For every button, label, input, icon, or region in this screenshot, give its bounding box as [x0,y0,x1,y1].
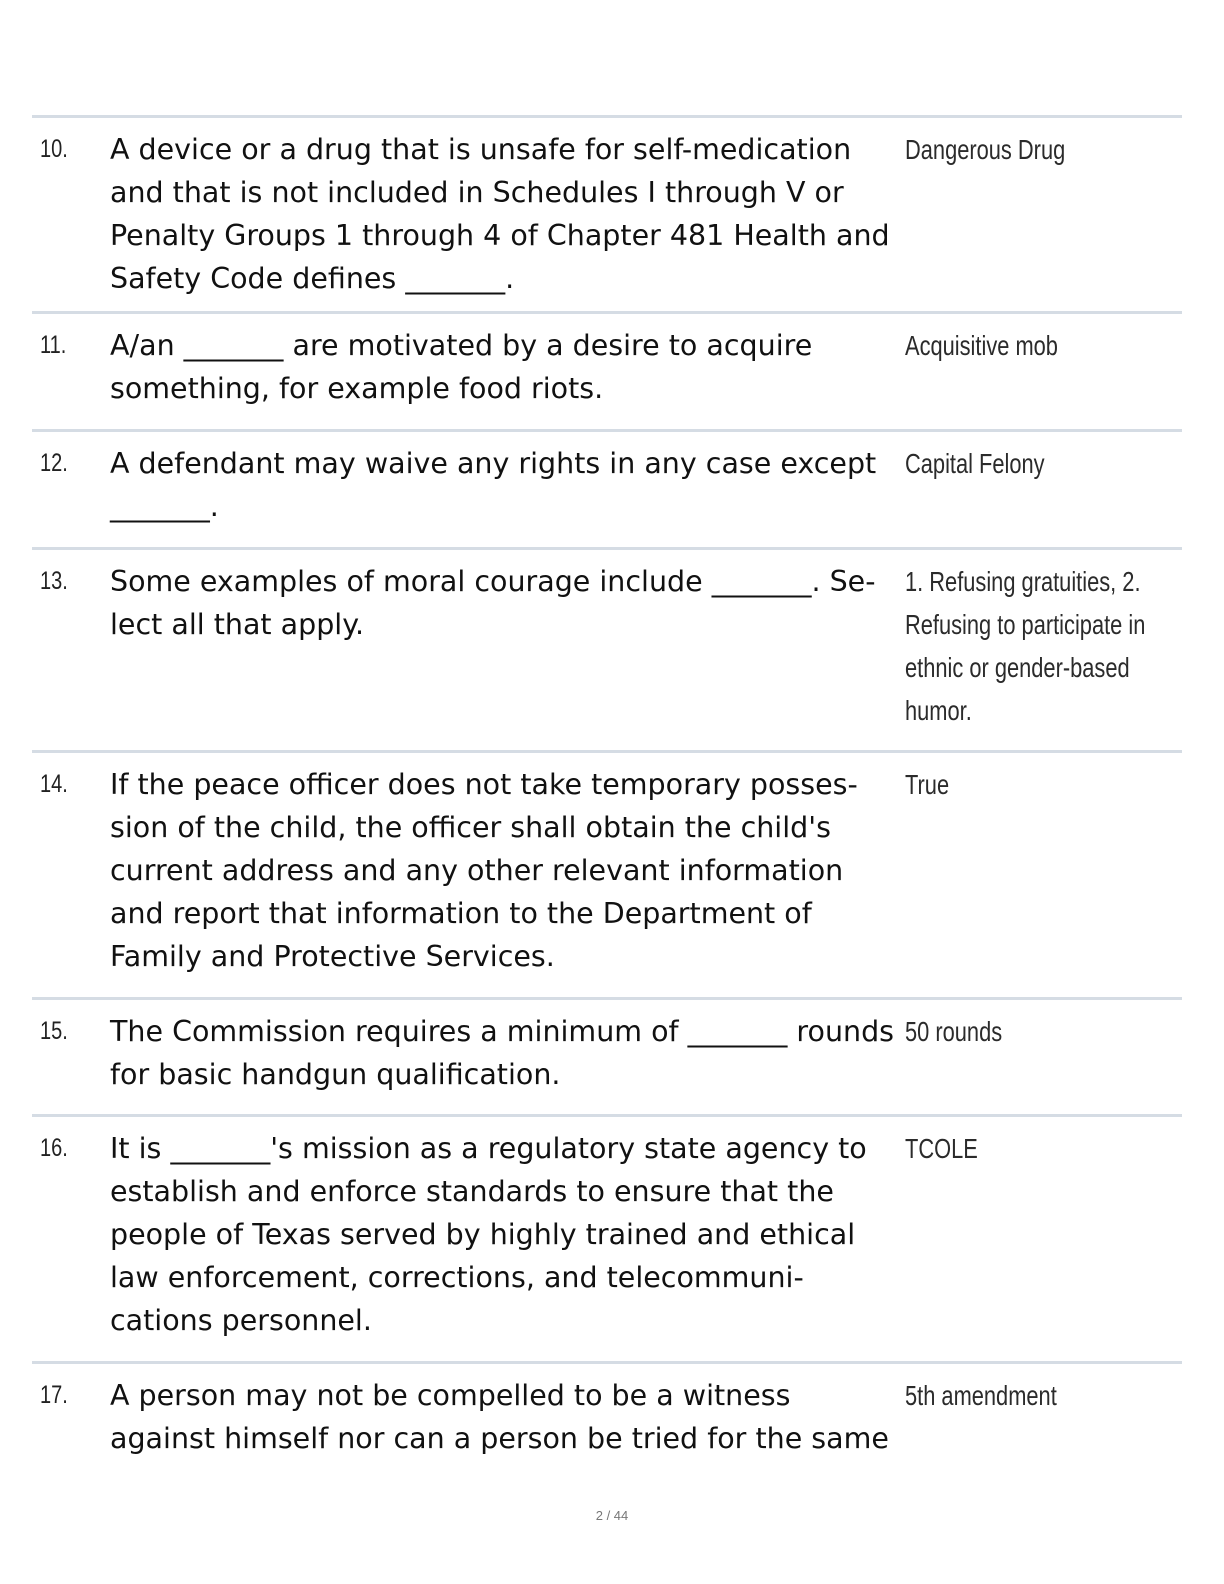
question-number: 11. [40,331,67,359]
answer-text [905,763,1121,997]
qa-row-13 [32,550,1182,753]
answer-text [905,1374,1121,1474]
answer-label: Acquisitive mob [905,330,1058,361]
answer-label: 50 rounds [905,1016,1003,1047]
answer-label: True [905,769,950,800]
question-number: 16. [40,1134,68,1162]
answer-label: 5th amendment [905,1380,1057,1411]
question-text: If the peace officer does not take temporary possession of the child, the officer shall obtain the child's current address and any other relevant information and report that information to the Department of Family and Protective Services. [110,768,858,973]
page-indicator: 2 / 44 [595,1508,629,1523]
question-number: 10. [40,135,68,163]
question-text: A defendant may waive any rights in any case except _______. [110,447,877,523]
answer-label: 1. Refusing gratuities, 2. Refusing to participate in ethnic or gender-based humor. [905,566,1146,726]
answer-text [905,1127,1121,1361]
qa-row-12 [32,432,1182,550]
qa-row-16 [32,1117,1182,1364]
qa-row-17 [32,1364,1182,1474]
question-number: 13. [40,567,68,595]
question-number: 14. [40,770,68,798]
question-text: A device or a drug that is unsafe for self-medication and that is not included in Schedules I through V or Penalty Groups 1 through 4 of Chapter 481 Health and Safety Code defines _______. [110,133,890,295]
question-text: The Commission requires a minimum of _______ rounds for basic handgun qualification. [110,1015,895,1091]
qa-row-10 [32,118,1182,314]
question-number: 15. [40,1017,68,1045]
question-number: 12. [40,449,68,477]
answer-text [905,128,1121,311]
question-text: A/an _______ are motivated by a desire to acquire something, for example food riots. [110,329,813,405]
answer-text [905,560,1146,750]
answer-text [905,442,1121,547]
answer-text [905,324,1121,429]
qa-row-15 [32,1000,1182,1117]
answer-label: Capital Felony [905,448,1045,479]
qa-row-11 [32,314,1182,432]
qa-table [32,115,1182,1474]
question-text: Some examples of moral courage include _______. Select all that apply. [110,565,876,641]
qa-row-14 [32,753,1182,1000]
question-number: 17. [40,1381,68,1409]
question-text: It is _______'s mission as a regulatory state agency to establish and enforce standards to ensure that the people of Texas served by highly trained and ethical law enforcement, corrections, and telecommunications personnel. [110,1132,867,1337]
answer-label: TCOLE [905,1133,978,1164]
question-text: A person may not be compelled to be a witness against himself nor can a person be tried for the same [110,1379,889,1455]
answer-label: Dangerous Drug [905,134,1066,165]
answer-text [905,1010,1121,1114]
